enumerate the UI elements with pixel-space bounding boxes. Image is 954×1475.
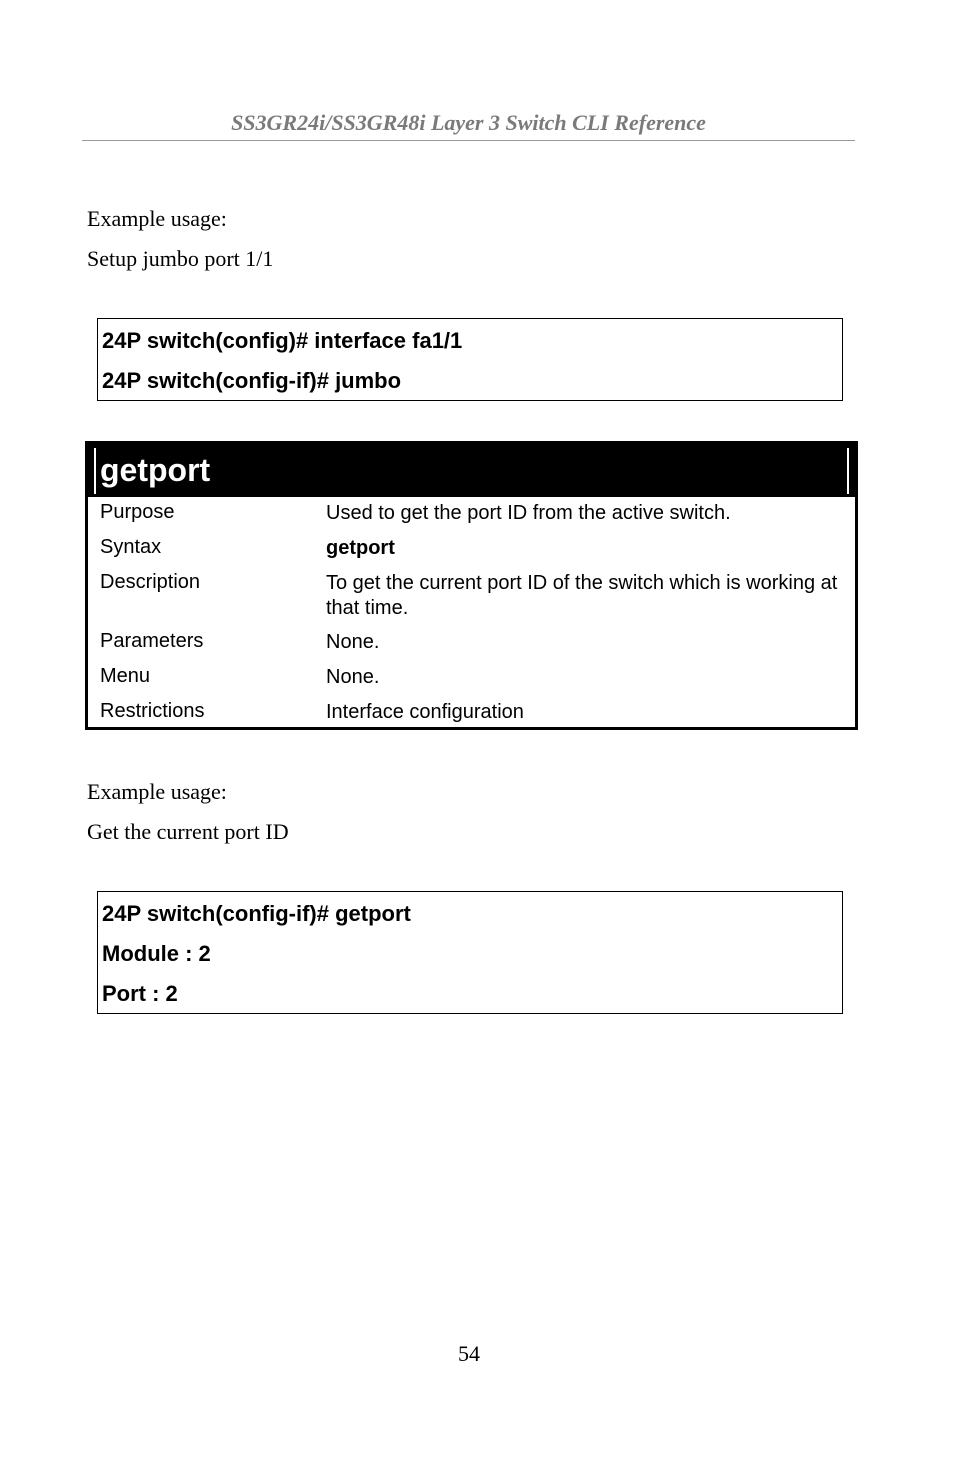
command-reference-table (85, 441, 858, 730)
cli-line: 24P switch(config)# interface fa1/1 (102, 328, 463, 353)
example-usage-label-1: Example usage: (87, 206, 227, 231)
row-label: Description (100, 571, 201, 593)
cli-line: Module : 2 (102, 941, 211, 966)
title-bar-divider-right (847, 448, 849, 494)
row-value: To get the current port ID of the switch which is working at that time. (326, 572, 838, 619)
example-description-2: Get the current port ID (87, 819, 289, 844)
page-number: 54 (458, 1341, 480, 1366)
header-rule (82, 140, 855, 141)
example-description-1: Setup jumbo port 1/1 (87, 246, 274, 271)
row-value: None. (326, 631, 380, 653)
cli-line: 24P switch(config-if)# jumbo (102, 368, 402, 393)
cli-line: Port : 2 (102, 981, 178, 1006)
row-label: Syntax (100, 536, 162, 558)
row-value: Used to get the port ID from the active switch. (326, 502, 731, 524)
row-value: Interface configuration (326, 701, 524, 723)
row-value: None. (326, 666, 380, 688)
command-title-bar (88, 444, 855, 497)
cli-example-box-1 (97, 318, 843, 401)
title-bar-divider-left (94, 448, 96, 494)
row-label: Purpose (100, 501, 175, 523)
cli-line: 24P switch(config-if)# getport (102, 901, 411, 926)
example-usage-label-2: Example usage: (87, 779, 227, 804)
row-label: Parameters (100, 630, 204, 652)
running-header: SS3GR24i/SS3GR48i Layer 3 Switch CLI Reference (231, 110, 706, 135)
row-label: Menu (100, 665, 151, 687)
command-title: getport (100, 452, 211, 488)
cli-example-box-2 (97, 891, 843, 1014)
row-value: getport (326, 537, 395, 559)
row-label: Restrictions (100, 700, 205, 722)
